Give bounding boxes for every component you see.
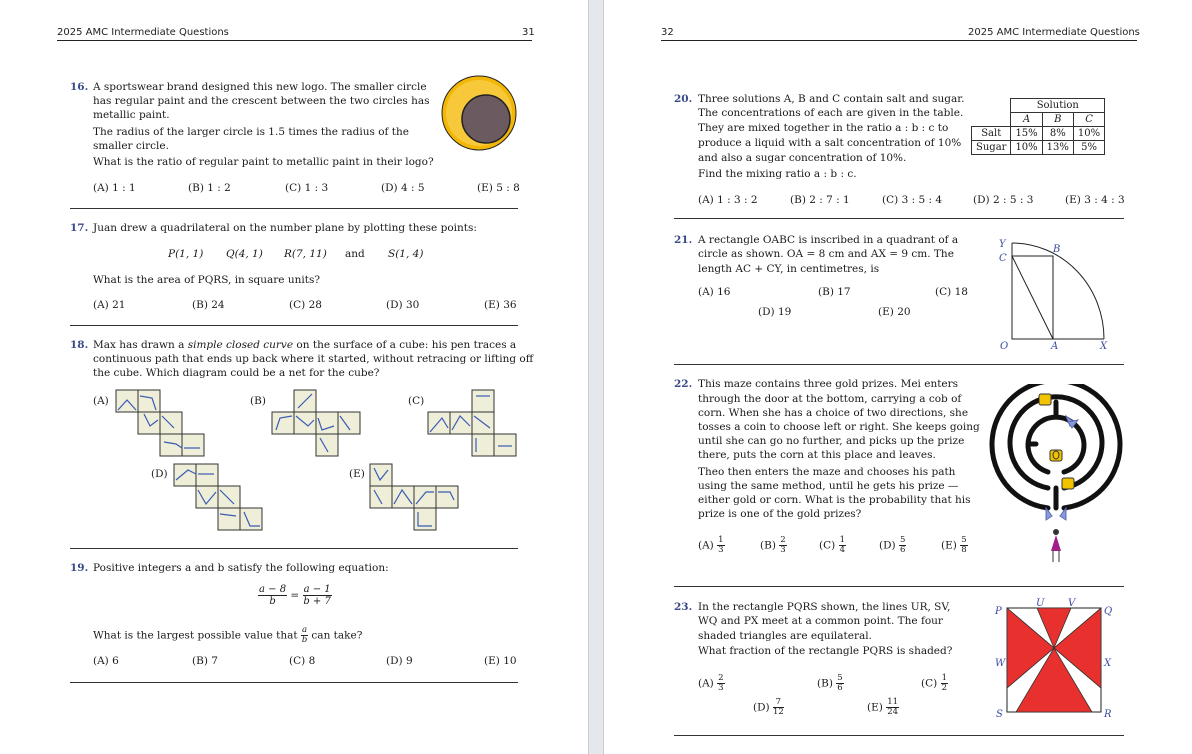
question-number: 16.	[70, 81, 89, 93]
q18-line: the cube. Which diagram could be a net for the cube?	[93, 367, 380, 379]
divider	[674, 586, 1124, 587]
option: (C) $\frac{1}{4}$	[819, 535, 845, 555]
option: (A) 1 : 3 : 2	[698, 194, 758, 206]
q19-equation: $\frac{a - 8}{b}$ = $\frac{a - 1}{b + 7}$	[259, 584, 331, 607]
option: (B) 17	[818, 286, 851, 298]
q16-line: The radius of the larger circle is 1.5 times the radius of the	[93, 126, 409, 138]
label-y: Y	[999, 239, 1006, 250]
label-p: P	[995, 606, 1002, 617]
option: (A) 1 : 1	[93, 182, 136, 194]
option: (B) 24	[192, 299, 225, 311]
option: (C) 3 : 5 : 4	[882, 194, 943, 206]
q18-line: continuous path that ends up back where it started, without retracing or lifting off	[93, 353, 534, 365]
q22-line: tosses a coin to choose left or right. She keeps going	[698, 421, 980, 433]
option: (C) 1 : 3	[285, 182, 329, 194]
q23-line: shaded triangles are equilateral.	[698, 630, 872, 642]
option: (E) $\frac{11}{24}$	[867, 697, 899, 717]
question-number: 23.	[674, 601, 693, 613]
divider	[674, 218, 1124, 219]
table-row: Sugar 10% 13% 5%	[972, 141, 1105, 155]
header-title: 2025 AMC Intermediate Questions	[57, 27, 229, 38]
q16-line: smaller circle.	[93, 140, 169, 152]
q16-line: A sportswear brand designed this new logo. The smaller circle	[93, 81, 427, 93]
rectangle-diagram	[990, 596, 1130, 722]
q17-line: What is the area of PQRS, in square units?	[93, 274, 320, 286]
label-q: Q	[1104, 606, 1113, 617]
option: (C) 28	[289, 299, 322, 311]
option: (C) 8	[289, 655, 316, 667]
q22-line: there, puts the corn at this place and leaves.	[698, 449, 936, 461]
q18-line: Max has drawn a simple closed curve on the surface of a cube: his pen traces a	[93, 339, 517, 351]
table-row: Salt 15% 8% 10%	[972, 127, 1105, 141]
label-a: A	[1051, 341, 1059, 352]
q22-line: This maze contains three gold prizes. Mei enters	[698, 378, 959, 390]
q20-line: The concentrations of each are given in the table.	[698, 107, 964, 119]
option: (B) 7	[192, 655, 218, 667]
option: (A) 6	[93, 655, 119, 667]
net-b	[268, 386, 378, 464]
label-x: X	[1104, 658, 1112, 669]
point-p: P(1, 1)	[168, 248, 204, 260]
q16-line: has regular paint and the crescent between the two circles has	[93, 95, 430, 107]
q23-line: WQ and PX meet at a common point. The four	[698, 615, 943, 627]
option: (C) 18	[935, 286, 968, 298]
option: (D) 4 : 5	[381, 182, 425, 194]
q19-line: Positive integers a and b satisfy the following equation:	[93, 562, 389, 574]
q21-line: circle as shown. OA = 8 cm and AX = 9 cm. The	[698, 248, 954, 260]
concentration-table: Solution A B C Salt 15% 8% 10% Sugar 10% 13% 5%	[971, 98, 1105, 155]
option: (D) 19	[758, 306, 792, 318]
option: (E) 10	[484, 655, 517, 667]
q20-line: They are mixed together in the ratio a : b : c to	[698, 122, 949, 134]
divider	[674, 364, 1124, 365]
option: (B) 2 : 7 : 1	[790, 194, 850, 206]
question-number: 21.	[674, 234, 693, 246]
net-label-d: (D)	[151, 468, 168, 480]
label-r: R	[1104, 709, 1112, 720]
q22-line: Theo then enters the maze and chooses his path	[698, 466, 956, 478]
q16-line: What is the ratio of regular paint to metallic paint in their logo?	[93, 156, 434, 168]
quadrant-diagram	[996, 235, 1132, 355]
point-s: S(1, 4)	[388, 248, 424, 260]
question-number: 18.	[70, 339, 89, 351]
net-label-c: (C)	[408, 395, 425, 407]
q23-line: In the rectangle PQRS shown, the lines UR, SV,	[698, 601, 951, 613]
q22-line: using the same method, until he gets his prize —	[698, 480, 959, 492]
net-a	[110, 386, 220, 464]
header-rule	[661, 40, 1137, 41]
divider	[674, 735, 1124, 736]
q17-line: Juan drew a quadrilateral on the number plane by plotting these points:	[93, 222, 477, 234]
person-icon	[1051, 529, 1061, 562]
option: (A) $\frac{2}{3}$	[698, 673, 724, 693]
label-w: W	[995, 658, 1006, 669]
label-u: U	[1036, 598, 1045, 609]
divider	[70, 682, 518, 683]
page-right	[604, 0, 1192, 754]
option: (C) $\frac{1}{2}$	[921, 673, 947, 693]
question-number: 20.	[674, 93, 693, 105]
divider	[70, 208, 518, 209]
page-number: 32	[661, 27, 674, 38]
option: (E) $\frac{5}{8}$	[941, 535, 967, 555]
net-c	[424, 386, 524, 464]
option: (D) $\frac{7}{12}$	[753, 697, 784, 717]
q22-line: corn. When she has a choice of two directions, she	[698, 407, 969, 419]
option: (A) 16	[698, 286, 731, 298]
label-v: V	[1068, 598, 1076, 609]
label-s: S	[996, 709, 1003, 720]
net-label-e: (E)	[349, 468, 365, 480]
net-label-a: (A)	[93, 395, 109, 407]
divider	[70, 325, 518, 326]
q19-line: What is the largest possible value that $\frac{a}{b}$ can take?	[93, 625, 363, 645]
option: (E) 36	[484, 299, 517, 311]
logo-diagram	[440, 74, 518, 152]
net-d	[170, 460, 270, 538]
q23-line: What fraction of the rectangle PQRS is shaded?	[698, 645, 953, 657]
label-c: C	[999, 253, 1007, 264]
q20-line: produce a liquid with a salt concentration of 10%	[698, 137, 962, 149]
net-e	[366, 460, 476, 538]
q20-line: and also a sugar concentration of 10%.	[698, 152, 907, 164]
question-number: 17.	[70, 222, 89, 234]
q20-line: Find the mixing ratio a : b : c.	[698, 168, 857, 180]
q22-line: either gold or corn. What is the probability that his	[698, 494, 971, 506]
option: (B) $\frac{2}{3}$	[760, 535, 786, 555]
point-r: R(7, 11)	[284, 248, 327, 260]
option: (E) 3 : 4 : 3	[1065, 194, 1125, 206]
point-q: Q(4, 1)	[226, 248, 263, 260]
and-word: and	[345, 248, 365, 260]
divider	[70, 548, 518, 549]
option: (E) 5 : 8	[477, 182, 520, 194]
option: (D) 30	[386, 299, 420, 311]
question-number: 22.	[674, 378, 693, 390]
q22-line: through the door at the bottom, carrying a cob of	[698, 393, 962, 405]
question-number: 19.	[70, 562, 89, 574]
q21-line: A rectangle OABC is inscribed in a quadrant of a	[698, 234, 959, 246]
label-b: B	[1053, 244, 1061, 255]
header-rule	[57, 40, 532, 41]
option: (B) 1 : 2	[188, 182, 231, 194]
small-circle	[462, 95, 510, 143]
label-x: X	[1100, 341, 1108, 352]
q21-line: length AC + CY, in centimetres, is	[698, 263, 880, 275]
q20-line: Three solutions A, B and C contain salt and sugar.	[698, 93, 965, 105]
option: (B) $\frac{5}{6}$	[817, 673, 843, 693]
page-left	[0, 0, 588, 754]
option: (D) 2 : 5 : 3	[973, 194, 1034, 206]
page-gutter	[588, 0, 604, 754]
page-number: 31	[522, 27, 535, 38]
option: (A) $\frac{1}{3}$	[698, 535, 724, 555]
option: (D) $\frac{5}{6}$	[879, 535, 906, 555]
option: (D) 9	[386, 655, 413, 667]
label-o: O	[1000, 341, 1009, 352]
header-title: 2025 AMC Intermediate Questions	[968, 27, 1140, 38]
net-label-b: (B)	[250, 395, 266, 407]
option: (E) 20	[878, 306, 911, 318]
option: (A) 21	[93, 299, 126, 311]
q22-line: prize is one of the gold prizes?	[698, 508, 862, 520]
q16-line: metallic paint.	[93, 109, 170, 121]
q22-line: until she can go no further, and picks up the prize	[698, 435, 965, 447]
maze-diagram	[986, 384, 1126, 570]
